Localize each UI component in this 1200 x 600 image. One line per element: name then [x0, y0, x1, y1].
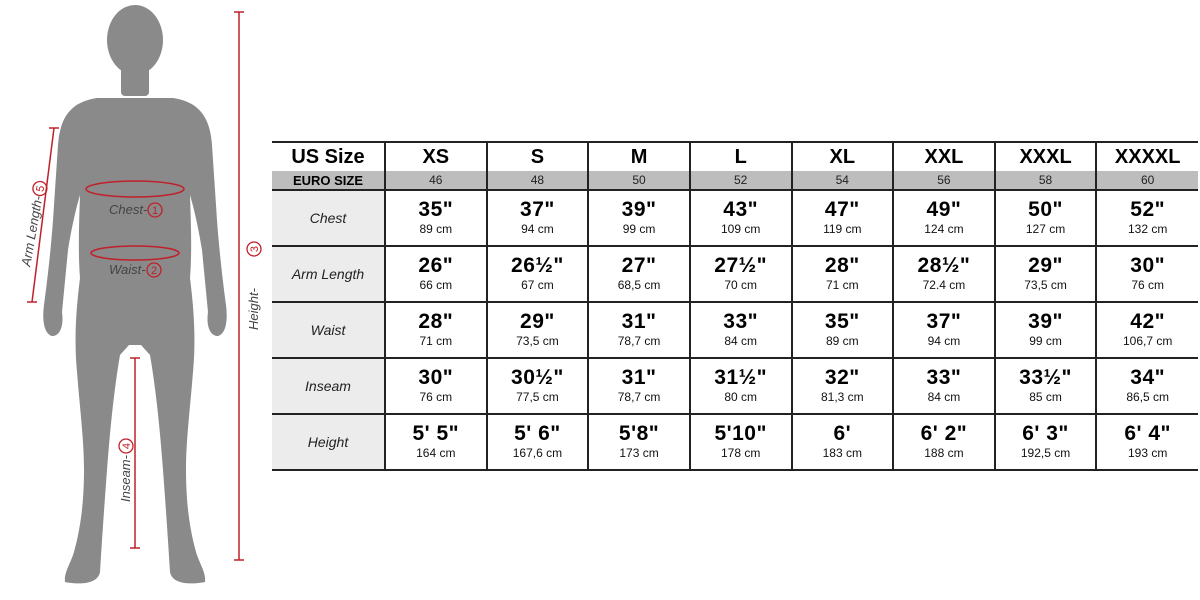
- arm-length-row: [272, 246, 1198, 302]
- inseam-cm-value: 80 cm: [724, 390, 758, 404]
- euro-size-row: [272, 171, 1198, 190]
- waist-cm-value: 89 cm: [825, 334, 859, 348]
- size-header: XXL: [893, 142, 995, 171]
- chest-cm-value: 109 cm: [721, 222, 761, 236]
- inseam-inches-value: 30": [418, 366, 454, 389]
- inseam-inches-value: 33": [926, 366, 962, 389]
- euro-size-value: 58: [995, 171, 1097, 190]
- height-cm-value: 167,6 cm: [512, 446, 563, 460]
- arm-length-inches-value: 29": [1028, 254, 1063, 277]
- height-cell: [995, 414, 1097, 470]
- arm-length-cell: [995, 246, 1097, 302]
- inseam-cm-value: 76 cm: [419, 390, 453, 404]
- arm-length-inches-value: 26": [418, 254, 454, 277]
- inseam-inches-value: 34": [1130, 366, 1166, 389]
- inseam-cm-value: 84 cm: [927, 390, 961, 404]
- height-cm-value: 183 cm: [822, 446, 862, 460]
- chest-row: [272, 190, 1198, 246]
- euro-size-value: 60: [1096, 171, 1198, 190]
- size-header: M: [588, 142, 690, 171]
- chest-inches-value: 47": [824, 198, 860, 221]
- chest-cell: [1096, 190, 1198, 246]
- arm-length-cm-value: 68,5 cm: [617, 278, 661, 292]
- waist-label: [109, 262, 161, 277]
- size-header: XL: [792, 142, 894, 171]
- arm-length-cm-value: 66 cm: [419, 278, 453, 292]
- waist-cm-value: 78,7 cm: [617, 334, 661, 348]
- euro-size-value: 56: [893, 171, 995, 190]
- chest-cm-value: 119 cm: [823, 222, 862, 236]
- svg-text:Height-: Height-: [246, 288, 261, 330]
- chest-inches-value: 39": [621, 198, 657, 221]
- waist-cm-value: 73,5 cm: [516, 334, 559, 348]
- height-inches-value: 6' 3": [1022, 422, 1069, 445]
- arm-length-cm-value: 67 cm: [521, 278, 554, 292]
- chest-cell: [792, 190, 894, 246]
- svg-text:Arm Length-: Arm Length-: [18, 194, 46, 268]
- height-label: [246, 242, 261, 330]
- waist-cell: [1096, 302, 1198, 358]
- height-cm-value: 192,5 cm: [1020, 446, 1071, 460]
- waist-inches-value: 37": [926, 310, 962, 333]
- chest-inches-value: 35": [418, 198, 454, 221]
- inseam-cm-value: 78,7 cm: [617, 390, 661, 404]
- height-inches-value: 5' 5": [412, 422, 460, 445]
- inseam-cm-value: 81,3 cm: [820, 390, 864, 404]
- waist-cell: [893, 302, 995, 358]
- chest-cell: [690, 190, 792, 246]
- height-cell: [792, 414, 894, 470]
- chest-cell: [487, 190, 589, 246]
- waist-inches-value: 35": [824, 310, 860, 333]
- euro-size-value: 52: [690, 171, 792, 190]
- svg-text:4: 4: [121, 442, 133, 450]
- arm-length-inches-value: 28": [824, 254, 860, 277]
- arm-length-inches-value: 28½": [917, 254, 971, 277]
- inseam-cell: [385, 358, 487, 414]
- inseam-inches-value: 32": [824, 366, 860, 389]
- chest-cell: [893, 190, 995, 246]
- arm-length-cell: [588, 246, 690, 302]
- waist-cm-value: 71 cm: [419, 334, 453, 348]
- arm-length-cm-value: 71 cm: [825, 278, 859, 292]
- svg-text:3: 3: [249, 245, 261, 253]
- inseam-inches-value: 33½": [1019, 366, 1072, 389]
- chest-inches-value: 37": [520, 198, 555, 221]
- chest-cell: [995, 190, 1097, 246]
- arm-length-inches-value: 27": [621, 254, 657, 277]
- arm-length-cell: [690, 246, 792, 302]
- svg-text:1: 1: [151, 205, 159, 217]
- size-header: XXXL: [995, 142, 1097, 171]
- arm-length-inches-value: 30": [1130, 254, 1166, 277]
- height-cell: [893, 414, 995, 470]
- svg-text:Inseam-: Inseam-: [118, 455, 133, 502]
- height-inches-value: 5'8": [618, 422, 660, 445]
- inseam-row-label: Inseam: [272, 358, 385, 414]
- waist-cm-value: 106,7 cm: [1123, 334, 1173, 348]
- inseam-inches-value: 31½": [714, 366, 768, 389]
- size-header: L: [690, 142, 792, 171]
- waist-row: [272, 302, 1198, 358]
- waist-cell: [588, 302, 690, 358]
- us-size-header-row: [272, 142, 1198, 171]
- inseam-cell: [792, 358, 894, 414]
- chest-cell: [588, 190, 690, 246]
- inseam-cell: [487, 358, 589, 414]
- waist-cell: [487, 302, 589, 358]
- height-cm-value: 193 cm: [1128, 446, 1168, 460]
- arm-length-cell: [1096, 246, 1198, 302]
- waist-row-label: Waist: [272, 302, 385, 358]
- waist-cm-value: 84 cm: [724, 334, 758, 348]
- inseam-inches-value: 31": [621, 366, 657, 389]
- chest-label: [109, 202, 162, 217]
- height-cell: [690, 414, 792, 470]
- waist-cm-value: 94 cm: [927, 334, 961, 348]
- size-header: S: [487, 142, 589, 171]
- arm-length-cm-value: 70 cm: [724, 278, 758, 292]
- size-chart-table: [272, 141, 1198, 471]
- chest-inches-value: 49": [926, 198, 962, 221]
- inseam-cm-value: 77,5 cm: [516, 390, 559, 404]
- height-row: [272, 414, 1198, 470]
- height-inches-value: 5'10": [714, 422, 767, 445]
- waist-cell: [690, 302, 792, 358]
- height-cell: [1096, 414, 1198, 470]
- chest-inches-value: 43": [723, 198, 759, 221]
- waist-cm-value: 99 cm: [1029, 334, 1062, 348]
- height-inches-value: 6' 4": [1124, 422, 1172, 445]
- arm-length-cell: [893, 246, 995, 302]
- arm-length-label: [18, 180, 48, 268]
- waist-cell: [995, 302, 1097, 358]
- height-row-label: Height: [272, 414, 385, 470]
- height-inches-value: 5' 6": [514, 422, 561, 445]
- svg-text:Chest-: Chest-: [109, 202, 148, 217]
- euro-size-value: 48: [487, 171, 589, 190]
- inseam-cm-value: 86,5 cm: [1126, 390, 1170, 404]
- height-cell: [588, 414, 690, 470]
- waist-inches-value: 29": [520, 310, 555, 333]
- arm-length-inches-value: 26½": [511, 254, 564, 277]
- euro-size-value: 46: [385, 171, 487, 190]
- svg-text:2: 2: [150, 265, 158, 277]
- arm-length-row-label: Arm Length: [272, 246, 385, 302]
- chest-cm-value: 124 cm: [924, 222, 964, 236]
- euro-size-label: EURO SIZE: [272, 171, 385, 190]
- waist-inches-value: 33": [723, 310, 759, 333]
- chest-cm-value: 89 cm: [419, 222, 453, 236]
- height-cm-value: 164 cm: [416, 446, 456, 460]
- height-cell: [487, 414, 589, 470]
- arm-length-cm-value: 76 cm: [1131, 278, 1165, 292]
- inseam-cell: [1096, 358, 1198, 414]
- height-inches-value: 6': [833, 422, 852, 445]
- euro-size-value: 54: [792, 171, 894, 190]
- waist-cell: [385, 302, 487, 358]
- chest-cm-value: 132 cm: [1128, 222, 1168, 236]
- inseam-label: [118, 439, 133, 502]
- size-header: XXXXL: [1096, 142, 1198, 171]
- arm-length-cell: [385, 246, 487, 302]
- inseam-cell: [588, 358, 690, 414]
- inseam-cell: [995, 358, 1097, 414]
- height-cm-value: 173 cm: [619, 446, 659, 460]
- chest-row-label: Chest: [272, 190, 385, 246]
- us-size-label: US Size: [272, 142, 385, 171]
- height-cell: [385, 414, 487, 470]
- inseam-inches-value: 30½": [511, 366, 564, 389]
- arm-length-cell: [487, 246, 589, 302]
- arm-length-cm-value: 72.4 cm: [922, 278, 966, 292]
- inseam-cell: [690, 358, 792, 414]
- body-measurement-figure: [0, 0, 270, 600]
- inseam-cm-value: 85 cm: [1029, 390, 1062, 404]
- svg-text:5: 5: [34, 184, 48, 193]
- chest-cm-value: 94 cm: [521, 222, 554, 236]
- waist-inches-value: 39": [1028, 310, 1063, 333]
- size-chart-body: [272, 190, 1198, 470]
- arm-length-cm-value: 73,5 cm: [1024, 278, 1067, 292]
- chest-cell: [385, 190, 487, 246]
- height-cm-value: 188 cm: [924, 446, 964, 460]
- size-header: XS: [385, 142, 487, 171]
- inseam-row: [272, 358, 1198, 414]
- waist-inches-value: 31": [621, 310, 657, 333]
- inseam-cell: [893, 358, 995, 414]
- chest-cm-value: 127 cm: [1025, 222, 1066, 236]
- arm-length-cell: [792, 246, 894, 302]
- chest-inches-value: 50": [1028, 198, 1063, 221]
- arm-length-inches-value: 27½": [714, 254, 768, 277]
- waist-inches-value: 28": [418, 310, 454, 333]
- svg-text:Waist-: Waist-: [109, 262, 146, 277]
- chest-cm-value: 99 cm: [622, 222, 656, 236]
- height-inches-value: 6' 2": [920, 422, 968, 445]
- waist-cell: [792, 302, 894, 358]
- chest-inches-value: 52": [1130, 198, 1166, 221]
- waist-inches-value: 42": [1130, 310, 1166, 333]
- euro-size-value: 50: [588, 171, 690, 190]
- height-cm-value: 178 cm: [721, 446, 761, 460]
